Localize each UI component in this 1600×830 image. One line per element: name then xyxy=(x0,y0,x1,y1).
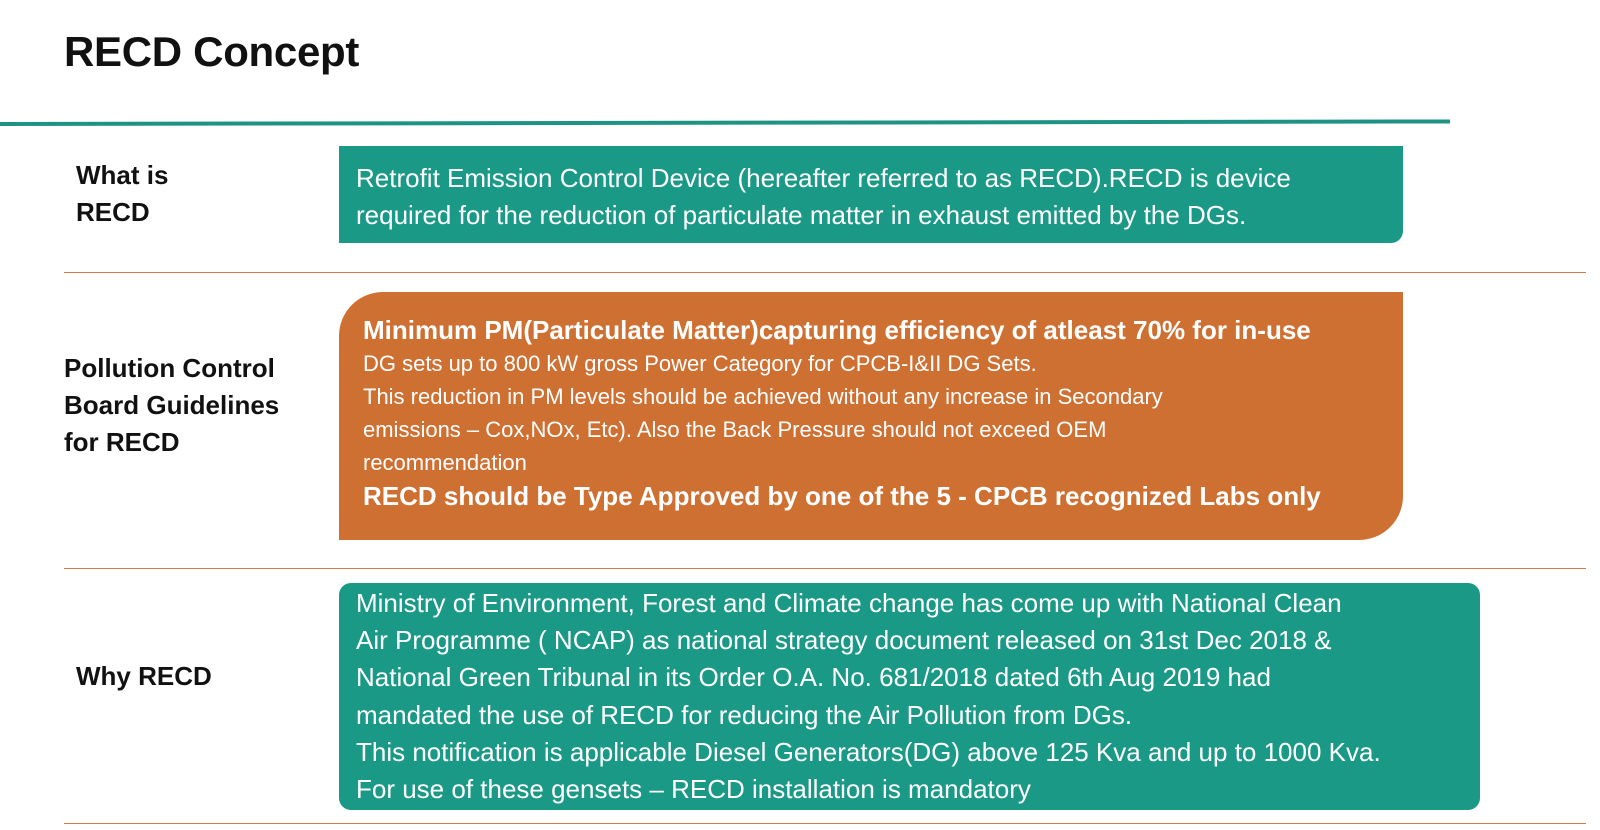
page-title: RECD Concept xyxy=(64,28,360,75)
label-line: for RECD xyxy=(64,427,180,457)
label-what-is-recd xyxy=(76,157,168,231)
label-why-recd: Why RECD xyxy=(76,661,212,691)
body-line: DG sets up to 800 kW gross Power Category for CPCB-I&II DG Sets. xyxy=(363,351,1037,376)
guideline-footer: RECD should be Type Approved by one of the 5 - CPCB recognized Labs only xyxy=(363,481,1321,511)
body-line: National Green Tribunal in its Order O.A. No. 681/2018 dated 6th Aug 2019 had xyxy=(356,662,1271,693)
body-line: Air Programme ( NCAP) as national strategy document released on 31st Dec 2018 & xyxy=(356,625,1332,656)
label-line: Pollution Control xyxy=(64,353,275,383)
body-line: emissions – Cox,NOx, Etc). Also the Back Pressure should not exceed OEM xyxy=(363,417,1107,442)
label-line: What is xyxy=(76,160,169,190)
label-line: Board Guidelines xyxy=(64,390,280,420)
body-line: Ministry of Environment, Forest and Climate change has come up with National Clean xyxy=(356,588,1342,618)
body-line: This reduction in PM levels should be achieved without any increase in Secondary xyxy=(363,384,1163,409)
section-divider xyxy=(64,272,1586,273)
label-line: RECD xyxy=(76,197,150,227)
label-pcb-guidelines xyxy=(64,350,279,461)
guideline-heading: Minimum PM(Particulate Matter)capturing efficiency of atleast 70% for in-use xyxy=(363,315,1311,345)
body-line: required for the reduction of particulate matter in exhaust emitted by the DGs. xyxy=(356,200,1247,230)
why-recd-box xyxy=(339,583,1480,810)
body-line: recommendation xyxy=(363,450,527,475)
section-divider xyxy=(64,823,1586,824)
body-line: For use of these gensets – RECD installation is mandatory xyxy=(356,774,1031,805)
body-line: Retrofit Emission Control Device (hereafter referred to as RECD).RECD is device xyxy=(356,163,1291,193)
pcb-guidelines-box xyxy=(339,292,1403,540)
section-divider xyxy=(64,568,1586,569)
body-line: This notification is applicable Diesel Generators(DG) above 125 Kva and up to 1000 Kva. xyxy=(356,736,1381,767)
what-is-recd-box xyxy=(339,146,1403,243)
body-line: mandated the use of RECD for reducing the Air Pollution from DGs. xyxy=(356,699,1133,730)
title-underline xyxy=(0,119,1450,126)
